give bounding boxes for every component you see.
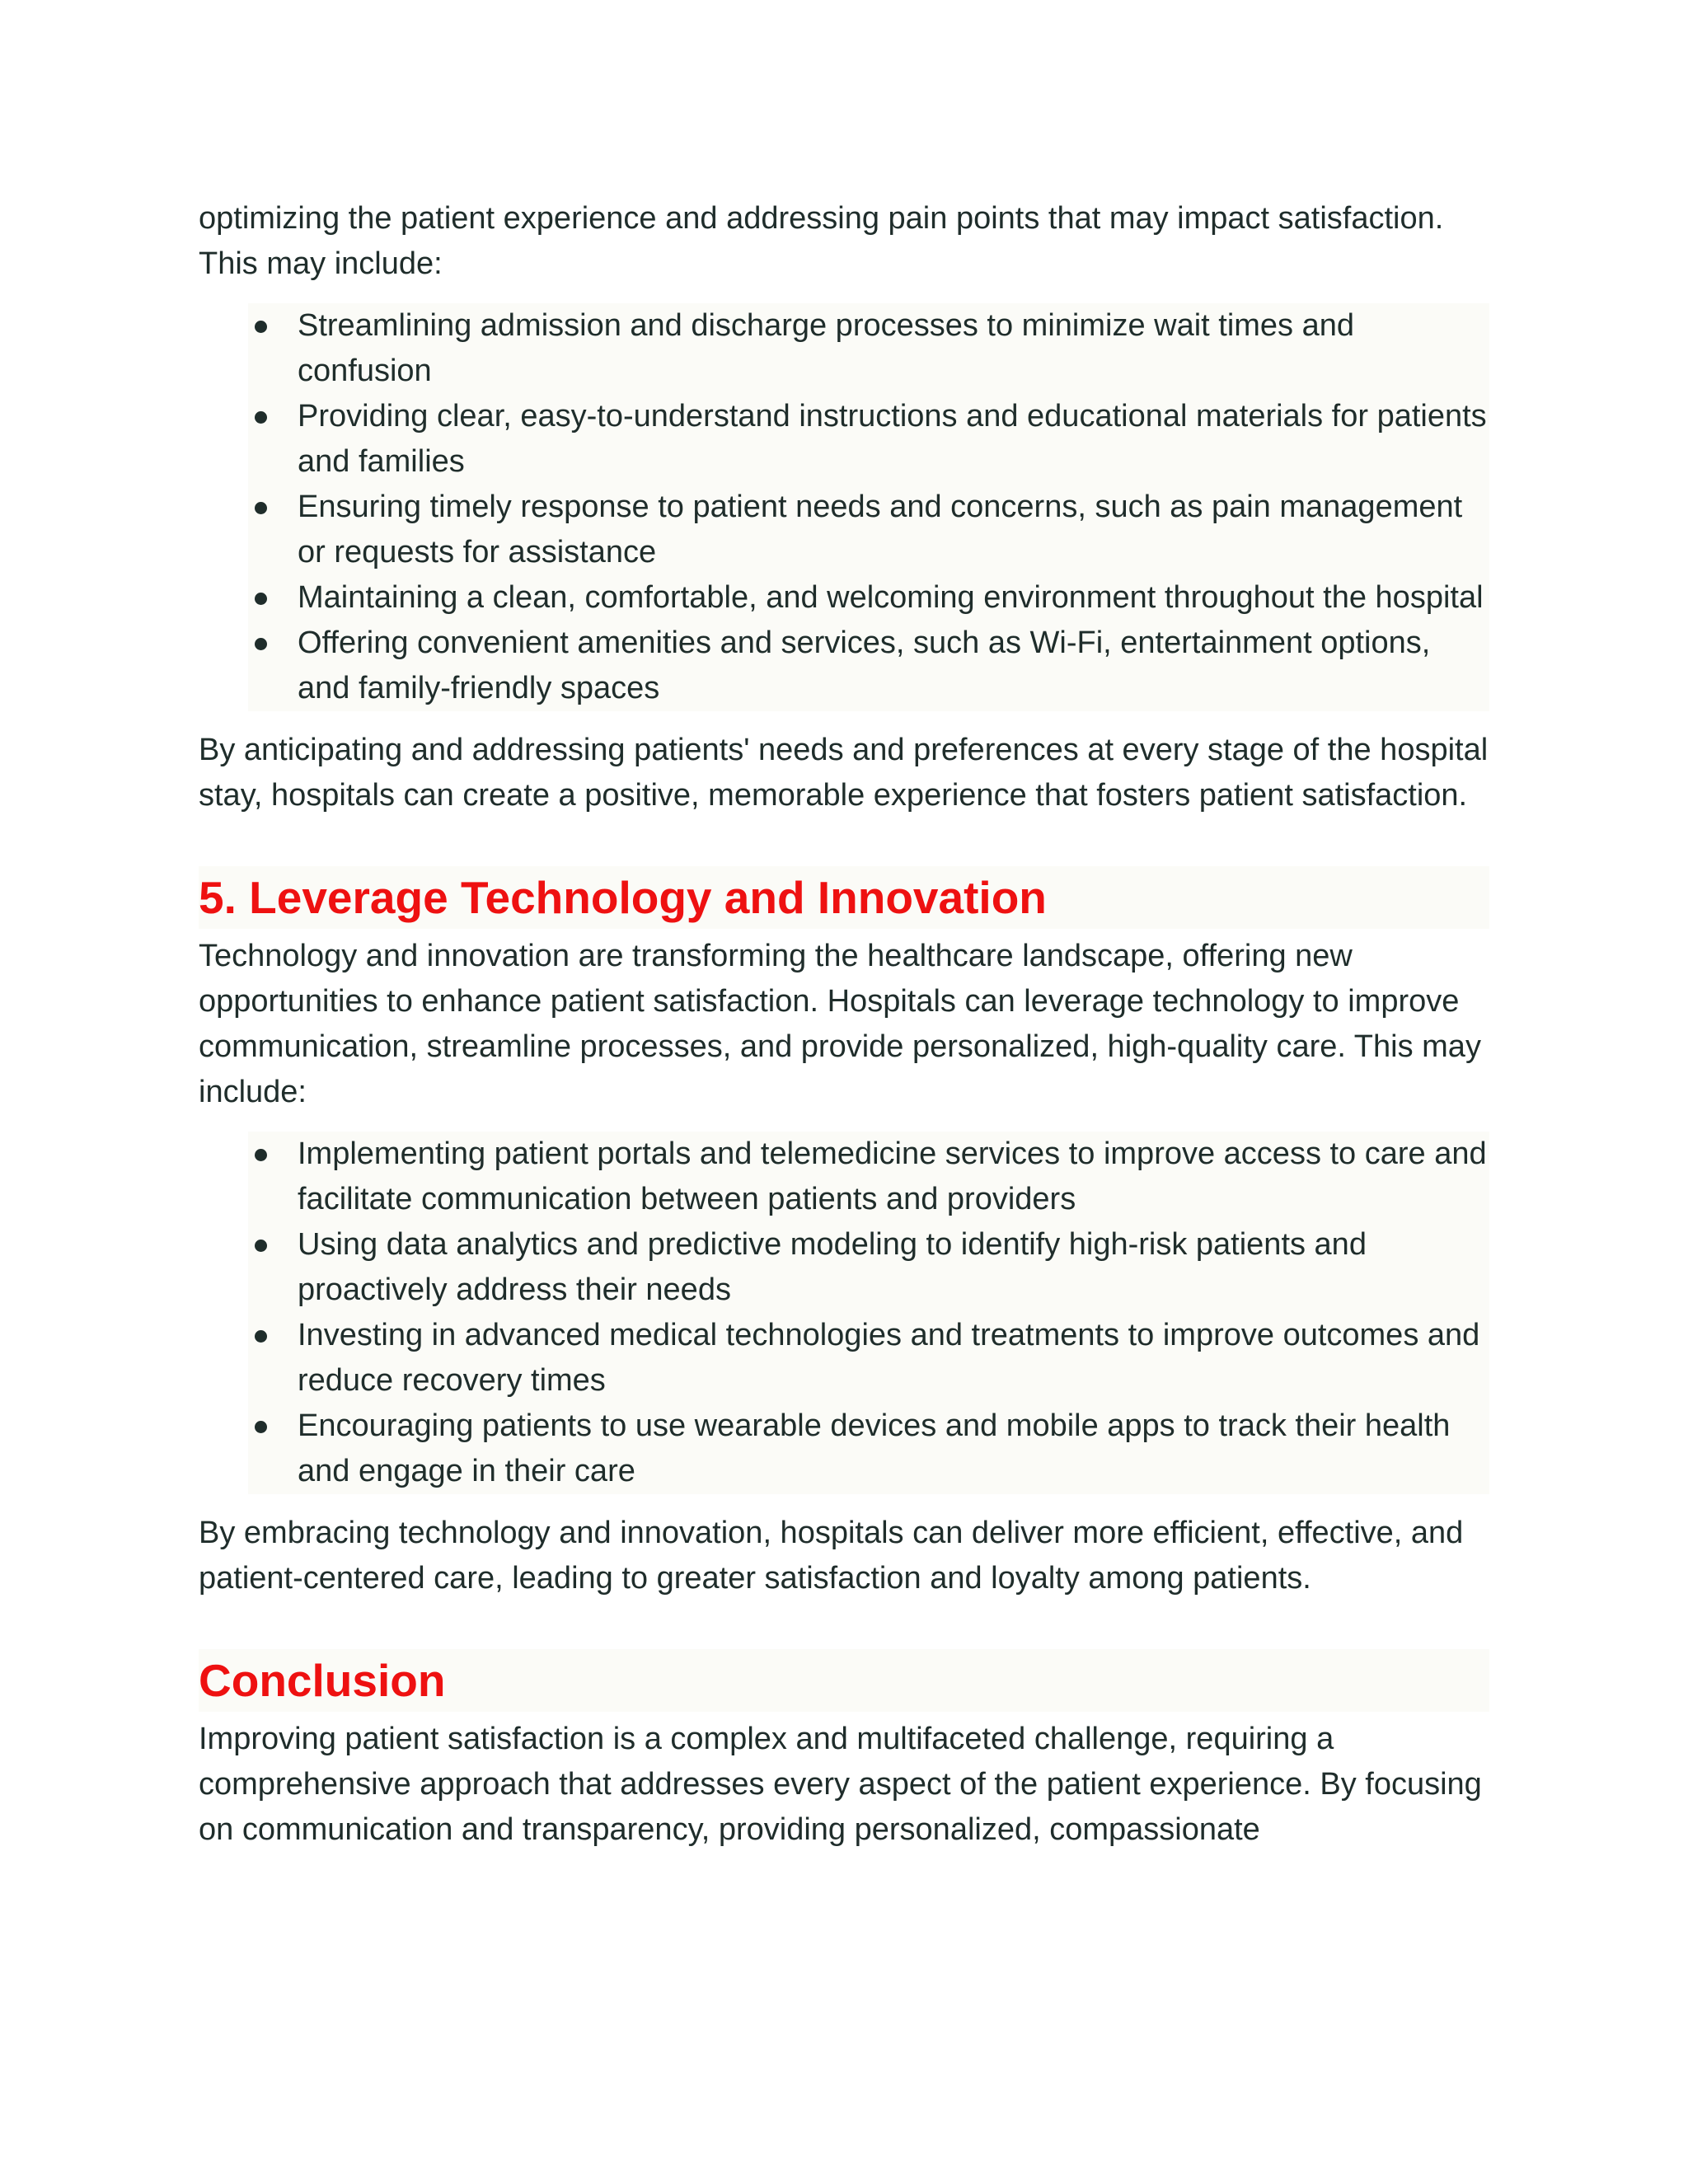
list-item	[248, 575, 1489, 621]
list-item-text: Streamlining admission and discharge processes to minimize wait times and confusion	[298, 308, 1355, 388]
list-item-text: Ensuring timely response to patient needs and concerns, such as pain management or requests for assistance	[298, 490, 1463, 569]
bullet-icon	[255, 1149, 267, 1161]
list-item-text: Maintaining a clean, comfortable, and welcoming environment throughout the hospital	[298, 580, 1484, 615]
list-item	[248, 394, 1489, 485]
conclusion-paragraph: Improving patient satisfaction is a complex and multifaceted challenge, requiring a comprehensive approach that addresses every aspect of the patient experience. By focusing on communication and transparency, providing personalized, compassionate	[199, 1722, 1482, 1847]
bullet-icon	[255, 411, 267, 424]
bullet-icon	[255, 502, 267, 514]
list-item	[248, 621, 1489, 711]
section-5-heading: 5. Leverage Technology and Innovation	[199, 866, 1489, 929]
bullet-icon	[255, 1240, 267, 1252]
bullet-icon	[255, 321, 267, 333]
bullet-icon	[255, 1421, 267, 1433]
list-item-text: Providing clear, easy-to-understand instructions and educational materials for patients and families	[298, 399, 1487, 479]
list-item-text: Using data analytics and predictive modeling to identify high-risk patients and proactively address their needs	[298, 1227, 1367, 1307]
list-item-text: Investing in advanced medical technologies and treatments to improve outcomes and reduce recovery times	[298, 1318, 1480, 1398]
intro-paragraph: optimizing the patient experience and addressing pain points that may impact satisfaction. This may include:	[199, 201, 1444, 281]
list-item	[248, 485, 1489, 575]
conclusion-heading: Conclusion	[199, 1649, 1489, 1712]
bullet-icon	[255, 593, 267, 605]
list-item	[248, 1222, 1489, 1313]
summary-paragraph: By anticipating and addressing patients' needs and preferences at every stage of the hospital stay, hospitals can create a positive, memorable experience that fosters patient satisfaction.	[199, 733, 1489, 813]
bullet-icon	[255, 1330, 267, 1343]
list-item	[248, 1313, 1489, 1404]
bullet-icon	[255, 638, 267, 650]
list-item-text: Offering convenient amenities and services, such as Wi-Fi, entertainment options, and family-friendly spaces	[298, 626, 1431, 705]
section-5-closing: By embracing technology and innovation, hospitals can deliver more efficient, effective, and patient-centered care, leading to greater satisfaction and loyalty among patients.	[199, 1516, 1464, 1596]
list-item	[248, 303, 1489, 394]
list-item-text: Encouraging patients to use wearable devices and mobile apps to track their health and engage in their care	[298, 1408, 1451, 1488]
list-item-text: Implementing patient portals and telemedicine services to improve access to care and facilitate communication between patients and providers	[298, 1137, 1487, 1216]
section-5-intro: Technology and innovation are transforming the healthcare landscape, offering new opportunities to enhance patient satisfaction. Hospitals can leverage technology to improve communication, streamline processes, and provide personalized, high-quality care. This may include:	[199, 939, 1481, 1109]
document-page	[199, 196, 1489, 1853]
technology-list	[248, 1132, 1489, 1494]
list-item	[248, 1404, 1489, 1494]
amenities-list	[248, 303, 1489, 711]
list-item	[248, 1132, 1489, 1222]
